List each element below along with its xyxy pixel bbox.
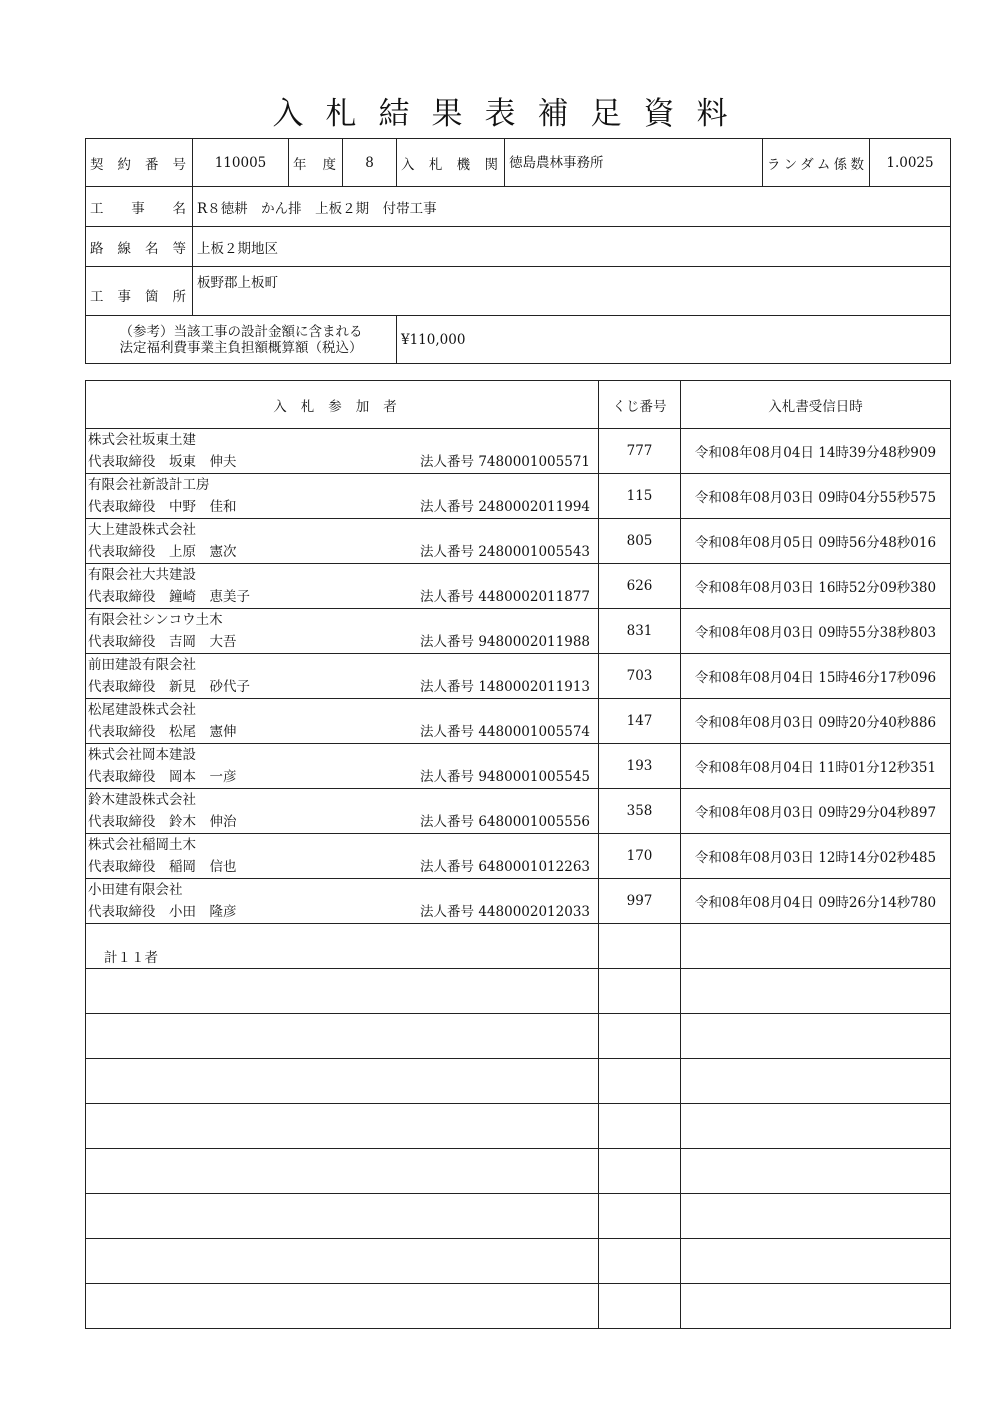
empty-row: [86, 1239, 951, 1284]
received-datetime: 令和08年08月03日 09時29分04秒897: [681, 789, 951, 834]
empty-cell: [86, 1284, 599, 1329]
corporate-number: 法人番号 4480001005574: [420, 724, 590, 740]
received-datetime: 令和08年08月04日 15時46分17秒096: [681, 654, 951, 699]
empty-cell: [681, 1239, 951, 1284]
empty-cell: [599, 1059, 681, 1104]
bidders-body: [86, 429, 951, 1329]
welfare-note-line2: 法定福利費事業主負担額概算額（税込）: [119, 339, 363, 356]
agency-value: 徳島農林事務所: [505, 139, 763, 187]
empty-cell: [86, 1149, 599, 1194]
representative-line: [88, 721, 598, 743]
representative-name: 代表取締役 小田 隆彦: [88, 904, 237, 920]
empty-cell: [86, 1014, 599, 1059]
empty-cell: [599, 1104, 681, 1149]
company-name: 前田建設有限会社: [88, 657, 196, 673]
lottery-number: 805: [599, 519, 681, 564]
empty-cell: [599, 1284, 681, 1329]
corporate-number: 法人番号 6480001005556: [420, 814, 590, 830]
received-datetime: 令和08年08月04日 11時01分12秒351: [681, 744, 951, 789]
year-value: 8: [343, 139, 397, 187]
company-name: 有限会社シンコウ土木: [88, 612, 223, 628]
representative-line: [88, 586, 598, 608]
bidder-info: [86, 744, 599, 789]
lottery-number: 997: [599, 879, 681, 924]
route-label: 路線名等: [86, 227, 193, 267]
bidder-row: [86, 879, 951, 924]
location-value: 板野郡上板町: [193, 267, 951, 316]
empty-row: [86, 1284, 951, 1329]
empty-row: [86, 1059, 951, 1104]
company-name: 有限会社大共建設: [88, 567, 196, 583]
representative-name: 代表取締役 松尾 憲伸: [88, 724, 237, 740]
representative-line: [88, 766, 598, 788]
welfare-note: [86, 316, 397, 364]
company-name: 株式会社坂東土建: [88, 432, 196, 448]
bidder-info: [86, 879, 599, 924]
empty-cell: [86, 1194, 599, 1239]
lottery-column-header: くじ番号: [599, 381, 681, 429]
bidder-row: [86, 744, 951, 789]
received-datetime: 令和08年08月03日 09時20分40秒886: [681, 699, 951, 744]
bidder-row: [86, 519, 951, 564]
bidder-row: [86, 654, 951, 699]
random-coefficient-value: 1.0025: [870, 139, 951, 187]
bidder-row: [86, 564, 951, 609]
empty-cell: [681, 969, 951, 1014]
empty-cell: [681, 1194, 951, 1239]
empty-row: [86, 969, 951, 1014]
representative-name: 代表取締役 吉岡 大吾: [88, 634, 237, 650]
received-datetime: 令和08年08月03日 12時14分02秒485: [681, 834, 951, 879]
participants-column-header: 入札参加者: [86, 381, 599, 429]
corporate-number: 法人番号 2480001005543: [420, 544, 590, 560]
representative-line: [88, 811, 598, 833]
representative-name: 代表取締役 岡本 一彦: [88, 769, 237, 785]
lottery-number: 831: [599, 609, 681, 654]
corporate-number: 法人番号 7480001005571: [420, 454, 590, 470]
empty-cell: [86, 1239, 599, 1284]
corporate-number: 法人番号 1480002011913: [420, 679, 590, 695]
company-name: 有限会社新設計工房: [88, 477, 210, 493]
bidder-info: [86, 564, 599, 609]
bidder-info: [86, 789, 599, 834]
bidder-info: [86, 474, 599, 519]
representative-line: [88, 856, 598, 878]
company-name: 鈴木建設株式会社: [88, 792, 196, 808]
corporate-number: 法人番号 9480002011988: [420, 634, 590, 650]
empty-cell: [681, 1149, 951, 1194]
received-datetime: 令和08年08月03日 09時55分38秒803: [681, 609, 951, 654]
lottery-number: 626: [599, 564, 681, 609]
bidder-info: [86, 519, 599, 564]
representative-name: 代表取締役 中野 佳和: [88, 499, 237, 515]
company-name: 小田建有限会社: [88, 882, 183, 898]
representative-name: 代表取締役 稲岡 信也: [88, 859, 237, 875]
representative-name: 代表取締役 鐘崎 恵美子: [88, 589, 250, 605]
corporate-number: 法人番号 4480002011877: [420, 589, 590, 605]
bidder-info: [86, 654, 599, 699]
empty-row: [86, 1014, 951, 1059]
empty-cell: [681, 1014, 951, 1059]
random-coefficient-label: ランダム係数: [763, 139, 870, 187]
empty-cell: [681, 924, 951, 969]
lottery-number: 115: [599, 474, 681, 519]
representative-line: [88, 496, 598, 518]
representative-name: 代表取締役 坂東 伸夫: [88, 454, 237, 470]
bidder-info: [86, 699, 599, 744]
received-datetime: 令和08年08月04日 09時26分14秒780: [681, 879, 951, 924]
representative-line: [88, 451, 598, 473]
contract-no-value: 110005: [193, 139, 289, 187]
empty-row: [86, 1104, 951, 1149]
bidder-info: [86, 834, 599, 879]
corporate-number: 法人番号 2480002011994: [420, 499, 590, 515]
company-name: 株式会社岡本建設: [88, 747, 196, 763]
document-title: 入札結果表補足資料: [272, 96, 750, 132]
lottery-number: 358: [599, 789, 681, 834]
bidder-row: [86, 699, 951, 744]
agency-label: 入札機関: [397, 139, 505, 187]
representative-name: 代表取締役 鈴木 伸治: [88, 814, 237, 830]
representative-line: [88, 631, 598, 653]
company-name: 大上建設株式会社: [88, 522, 196, 538]
empty-cell: [86, 969, 599, 1014]
lottery-number: 777: [599, 429, 681, 474]
header-table: [85, 138, 951, 364]
corporate-number: 法人番号 9480001005545: [420, 769, 590, 785]
bidder-info: [86, 609, 599, 654]
bidder-row: [86, 609, 951, 654]
empty-cell: [86, 1059, 599, 1104]
representative-name: 代表取締役 新見 砂代子: [88, 679, 250, 695]
bidder-row: [86, 429, 951, 474]
received-column-header: 入札書受信日時: [681, 381, 951, 429]
company-name: 松尾建設株式会社: [88, 702, 196, 718]
empty-row: [86, 1149, 951, 1194]
empty-row: [86, 1194, 951, 1239]
empty-cell: [599, 1194, 681, 1239]
bidder-row: [86, 474, 951, 519]
contract-no-label: 契約番号: [86, 139, 193, 187]
corporate-number: 法人番号 4480002012033: [420, 904, 590, 920]
representative-line: [88, 901, 598, 923]
location-label: 工事箇所: [86, 267, 193, 316]
empty-cell: [681, 1284, 951, 1329]
total-count: 計１１者: [86, 924, 599, 969]
empty-cell: [599, 1239, 681, 1284]
bidder-row: [86, 789, 951, 834]
lottery-number: 170: [599, 834, 681, 879]
welfare-amount: ¥110,000: [397, 316, 951, 364]
project-name-value: R８徳耕 かん排 上板２期 付帯工事: [193, 187, 951, 227]
empty-cell: [599, 1149, 681, 1194]
bidders-table: [85, 380, 951, 1329]
representative-line: [88, 541, 598, 563]
received-datetime: 令和08年08月05日 09時56分48秒016: [681, 519, 951, 564]
empty-cell: [599, 969, 681, 1014]
empty-cell: [86, 1104, 599, 1149]
received-datetime: 令和08年08月04日 14時39分48秒909: [681, 429, 951, 474]
received-datetime: 令和08年08月03日 16時52分09秒380: [681, 564, 951, 609]
received-datetime: 令和08年08月03日 09時04分55秒575: [681, 474, 951, 519]
bidder-info: [86, 429, 599, 474]
lottery-number: 193: [599, 744, 681, 789]
welfare-note-line1: （参考）当該工事の設計金額に含まれる: [119, 323, 363, 340]
representative-name: 代表取締役 上原 憲次: [88, 544, 237, 560]
bidder-row: [86, 834, 951, 879]
project-name-label: 工事名: [86, 187, 193, 227]
corporate-number: 法人番号 6480001012263: [420, 859, 590, 875]
empty-cell: [681, 1104, 951, 1149]
empty-cell: [599, 1014, 681, 1059]
route-value: 上板２期地区: [193, 227, 951, 267]
representative-line: [88, 676, 598, 698]
year-label: 年度: [289, 139, 343, 187]
lottery-number: 147: [599, 699, 681, 744]
total-row: [86, 924, 951, 969]
empty-cell: [681, 1059, 951, 1104]
empty-cell: [599, 924, 681, 969]
company-name: 株式会社稲岡土木: [88, 837, 196, 853]
lottery-number: 703: [599, 654, 681, 699]
